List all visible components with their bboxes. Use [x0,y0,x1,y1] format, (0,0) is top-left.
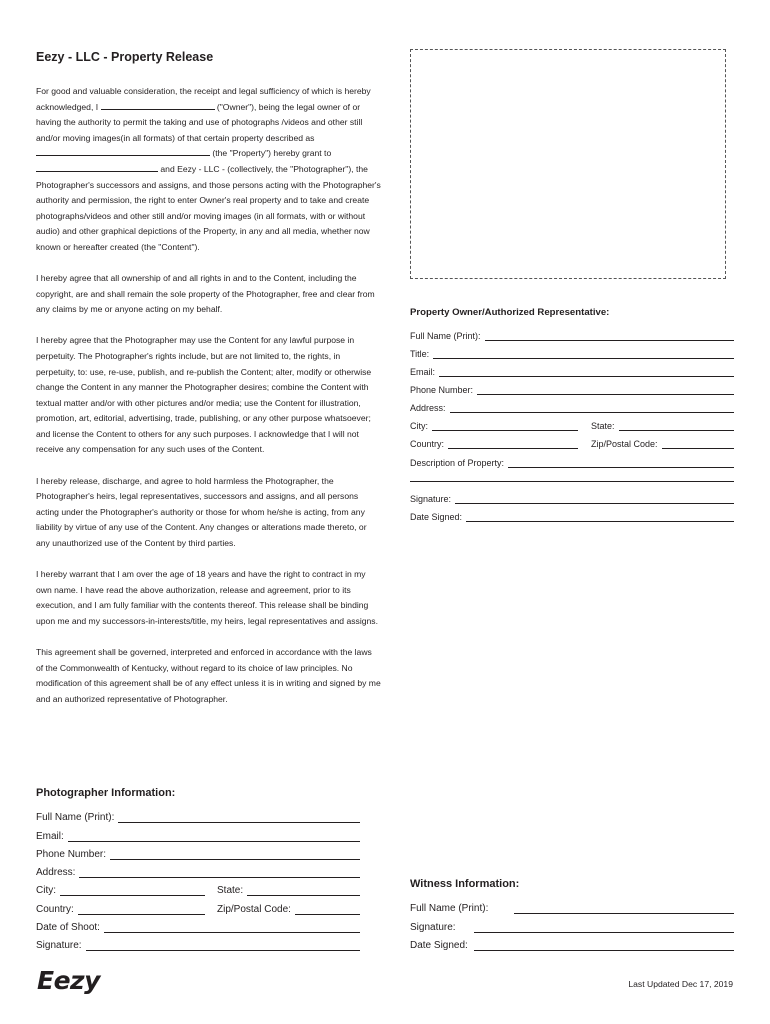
release-paragraph: I hereby release, discharge, and agree to hold harmless the Photographer, the Photographer's heirs, legal representatives, successors and assigns, and all persons acting under the Photographer's authority or those for whom he/she is acting, from any liability by virtue of any use of the Content. Any changes or alterations made thereto, or any unauthorized use of the Content by third parties. [36,475,367,548]
warranty-paragraph: I hereby warrant that I am over the age of 18 years and have the right to contract in my own name. I have read the above authorization, release and agreement, prior to its execution, and I am fully familiar with the contents thereof. This release shall be binding upon me and my successors-in-interests/title, my heirs, legal representatives and assigns. [36,569,378,626]
owner-email-field[interactable]: Email: [410,363,734,377]
photographer-city-field[interactable]: City: [36,882,205,896]
witness-full-name-field[interactable]: Full Name (Print): [410,900,734,914]
eezy-logo: Eezy [37,966,100,995]
ownership-paragraph: I hereby agree that all ownership of and all rights in and to the Content, including the copyright, are and shall remain the sole property of the Photographer, free and clear from any claims by me or anyone acting on my behalf. [36,273,375,315]
document-title: Eezy - LLC - Property Release [36,50,214,64]
witness-date-signed-field[interactable]: Date Signed: [410,937,734,951]
photographer-address-field[interactable]: Address: [36,864,360,878]
photographer-date-of-shoot-field[interactable]: Date of Shoot: [36,919,360,933]
owner-address-field[interactable]: Address: [410,399,734,413]
governing-law-paragraph: This agreement shall be governed, interpreted and enforced in accordance with the laws of the Commonwealth of Kentucky, without regard to its choice of law principles. No modification of this agreement shall be of any effect unless it is in writing and signed by me and an authorized representative of Photographer. [36,646,381,704]
grantee-blank[interactable] [36,162,158,172]
owner-city-field[interactable]: City: [410,417,578,431]
witness-signature-field[interactable]: Signature: [410,919,734,933]
owner-date-signed-field[interactable]: Date Signed: [410,508,734,522]
owner-country-field[interactable]: Country: [410,435,578,449]
property-photo-placeholder[interactable] [410,49,726,279]
owner-section-heading: Property Owner/Authorized Representative: [410,307,610,318]
owner-zip-field[interactable]: Zip/Postal Code: [591,435,734,449]
photographer-phone-field[interactable]: Phone Number: [36,846,360,860]
owner-description-extra-line[interactable] [410,481,734,482]
owner-full-name-field[interactable]: Full Name (Print): [410,327,734,341]
usage-rights-paragraph: I hereby agree that the Photographer may use the Content for any lawful purpose in perpetuity. The Photographer's rights include, but are not limited to, the rights, in perpetuity, to: use, re-use, publish, and re-publish the Content; alter, modify or otherwise change the Content in any manner the Photographer desires; combine the Content with textual matter and/or with other pictures and/or media; use the Content for illustration, promotion, art, editorial, advertising, trade, publishing, or any other purpose whatsoever; and license the Content to others for any such purposes. I acknowledge that I will not receive any compensation for any such uses of the Content. [36,335,372,455]
consideration-paragraph: For good and valuable consideration, the receipt and legal sufficiency of which is hereby acknowledged, I ("Owner"), being the legal owner of or having the authority to permit the taking and use of photographs /videos and other still and/or moving images(in all formats) of that certain property described as (the "Property") hereby grant to and Eezy - LLC - (collectively, the "Photographer"), the Photographer's successors and assigns, and those persons acting with the Photographer's authority and permission, the right to enter Owner's real property and to take and create photographs/videos and other still and/or moving images (in all formats, with or without audio) and other graphical depictions of the Property, in any and all media, whether now known or hereafter created (the "Content"). [36,86,381,252]
photographer-state-field[interactable]: State: [217,882,360,896]
owner-name-blank[interactable] [101,100,215,110]
photographer-email-field[interactable]: Email: [36,828,360,842]
photographer-zip-field[interactable]: Zip/Postal Code: [217,901,360,915]
photographer-section-heading: Photographer Information: [36,787,176,799]
witness-section-heading: Witness Information: [410,878,520,890]
photographer-country-field[interactable]: Country: [36,901,205,915]
release-terms [36,84,381,723]
owner-phone-field[interactable]: Phone Number: [410,381,734,395]
photographer-signature-field[interactable]: Signature: [36,937,360,951]
owner-signature-field[interactable]: Signature: [410,490,734,504]
property-description-blank[interactable] [36,146,210,156]
owner-title-field[interactable]: Title: [410,345,734,359]
owner-property-description-field[interactable]: Description of Property: [410,454,734,468]
photographer-full-name-field[interactable]: Full Name (Print): [36,809,360,823]
last-updated-text: Last Updated Dec 17, 2019 [628,979,733,989]
owner-state-field[interactable]: State: [591,417,734,431]
